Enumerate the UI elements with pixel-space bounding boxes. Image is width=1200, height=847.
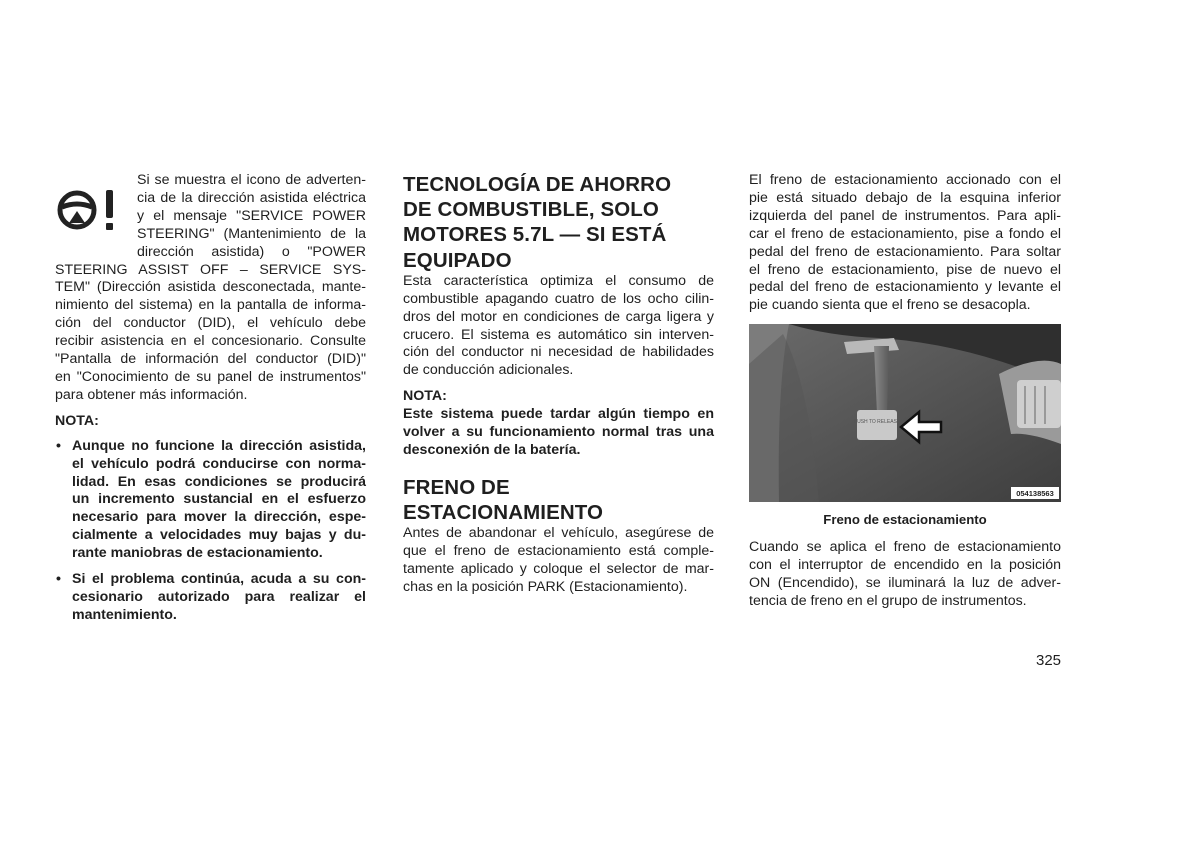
text-line: rante maniobras de estacionamiento. bbox=[72, 545, 323, 562]
section-heading-parking-brake bbox=[403, 475, 714, 525]
parking-brake-photo bbox=[749, 324, 1061, 502]
column-brake-details bbox=[749, 172, 1061, 611]
text-line: con el interruptor de encendido en la posición bbox=[749, 557, 1061, 574]
text-line: Antes de abandonar el vehículo, asegúrese de bbox=[403, 525, 714, 542]
text-line: Cuando se aplica el freno de estacionamiento bbox=[749, 539, 1061, 556]
text-line: "Pantalla de información del conductor (DID)" bbox=[55, 351, 366, 368]
page-number: 325 bbox=[1036, 652, 1062, 669]
heading-line: FRENO DE bbox=[403, 475, 510, 499]
text-line: lidad. En esas condiciones se producirá bbox=[72, 473, 366, 490]
heading-line: ESTACIONAMIENTO bbox=[403, 501, 604, 525]
text-line: chas en la posición PARK (Estacionamiento). bbox=[403, 579, 688, 595]
text-line: un incremento sustancial en el esfuerzo bbox=[72, 491, 366, 508]
text-line: volver a su funcionamiento normal tras una bbox=[403, 424, 714, 441]
text-line: dirección asistida) o "POWER bbox=[137, 243, 366, 260]
text-line: pedal del freno de estacionamiento. Para soltar bbox=[749, 243, 1061, 260]
heading-line: MOTORES 5.7L — SI ESTÁ bbox=[403, 223, 667, 247]
note-text bbox=[403, 406, 714, 460]
heading-line: EQUIPADO bbox=[403, 248, 512, 272]
text-line: pie está situado debajo de la esquina inferior bbox=[749, 189, 1061, 206]
brake-warning-paragraph bbox=[749, 539, 1061, 611]
text-line: el vehículo podrá conducirse con norma- bbox=[72, 455, 366, 472]
text-line: ción del conductor (DID), el vehículo debe bbox=[55, 315, 366, 332]
text-line: que el freno de estacionamiento está comple- bbox=[403, 543, 714, 560]
text-line: Aunque no funcione la dirección asistida, bbox=[72, 437, 366, 454]
bullet-icon: • bbox=[56, 437, 61, 454]
text-line: TEM" (Dirección asistida desconectada, mante- bbox=[55, 279, 366, 296]
text-line: necesario para mover la dirección, espe- bbox=[72, 509, 366, 526]
column-power-steering bbox=[55, 172, 366, 633]
text-line: crucero. El sistema es automático sin interven- bbox=[403, 326, 714, 343]
text-line: car el freno de estacionamiento, pise a fondo el bbox=[749, 225, 1061, 242]
text-line: en "Conocimiento de su panel de instrumentos" bbox=[55, 368, 366, 385]
list-item bbox=[55, 571, 366, 625]
section-heading-fuel-saver bbox=[403, 172, 714, 273]
text-line: El freno de estacionamiento accionado con el bbox=[749, 172, 1061, 188]
text-line: pie cuando sienta que el freno se desacopla. bbox=[749, 297, 1031, 314]
text-line: recibir asistencia en el concesionario. Consulte bbox=[55, 333, 366, 350]
text-line: cialmente a velocidades muy bajas y du- bbox=[72, 527, 366, 544]
fuel-saver-paragraph bbox=[403, 273, 714, 380]
text-line: dros del motor en condiciones de carga ligera y bbox=[403, 308, 714, 325]
text-line: combustible apagando cuatro de los ocho cilin- bbox=[403, 290, 714, 307]
note-bullets bbox=[55, 438, 366, 625]
text-line: ON (Encendido), se iluminará la luz de adver- bbox=[749, 575, 1061, 592]
heading-line: DE COMBUSTIBLE, SOLO bbox=[403, 198, 659, 222]
figure-caption: Freno de estacionamiento bbox=[823, 512, 987, 528]
text-line: para obtener más información. bbox=[55, 386, 248, 403]
text-line: Si se muestra el icono de adverten- bbox=[137, 172, 366, 188]
text-line: cia de la dirección asistida eléctrica bbox=[137, 189, 366, 206]
text-line: tamente aplicado y coloque el selector de mar- bbox=[403, 561, 714, 578]
text-line: de conducción adicionales. bbox=[403, 362, 574, 379]
text-line: Esta característica optimiza el consumo de bbox=[403, 272, 714, 289]
text-line: STEERING" (Mantenimiento de la bbox=[137, 225, 366, 242]
power-steering-warning-icon bbox=[55, 185, 123, 235]
text-line: tencia de freno en el grupo de instrumentos. bbox=[749, 592, 1027, 609]
list-item bbox=[55, 438, 366, 563]
text-line: Si el problema continúa, acuda a su con- bbox=[72, 571, 366, 588]
text-line: el freno de estacionamiento, pise de nuevo el bbox=[749, 261, 1061, 278]
brake-description-paragraph bbox=[749, 172, 1061, 315]
heading-line: TECNOLOGÍA DE AHORRO bbox=[403, 173, 672, 196]
note-label: NOTA: bbox=[55, 412, 99, 429]
parking-brake-illustration bbox=[749, 324, 1061, 502]
text-line: Este sistema puede tardar algún tiempo en bbox=[403, 406, 714, 423]
warning-paragraph bbox=[55, 172, 366, 405]
parking-brake-paragraph bbox=[403, 525, 714, 597]
text-line: nimiento del sistema) en la pantalla de informa- bbox=[55, 297, 366, 314]
text-line: y el mensaje "SERVICE POWER bbox=[137, 207, 366, 224]
note-label: NOTA: bbox=[403, 388, 447, 405]
text-line: STEERING ASSIST OFF – SERVICE SYS- bbox=[55, 261, 366, 278]
figure-code: 054138563 bbox=[1016, 489, 1054, 499]
text-line: desconexión de la batería. bbox=[403, 441, 581, 458]
column-fuel-and-brake bbox=[403, 172, 714, 597]
text-line: mantenimiento. bbox=[72, 606, 177, 623]
text-line: pedal del freno de estacionamiento y levante el bbox=[749, 279, 1061, 296]
text-line: cesionario autorizado para realizar el bbox=[72, 588, 366, 605]
release-label: PUSH TO RELEASE bbox=[853, 419, 901, 426]
bullet-icon: • bbox=[56, 571, 61, 588]
text-line: ción del conductor ni necesidad de habilidades bbox=[403, 344, 714, 361]
text-line: izquierda del panel de instrumentos. Para apli- bbox=[749, 207, 1061, 224]
